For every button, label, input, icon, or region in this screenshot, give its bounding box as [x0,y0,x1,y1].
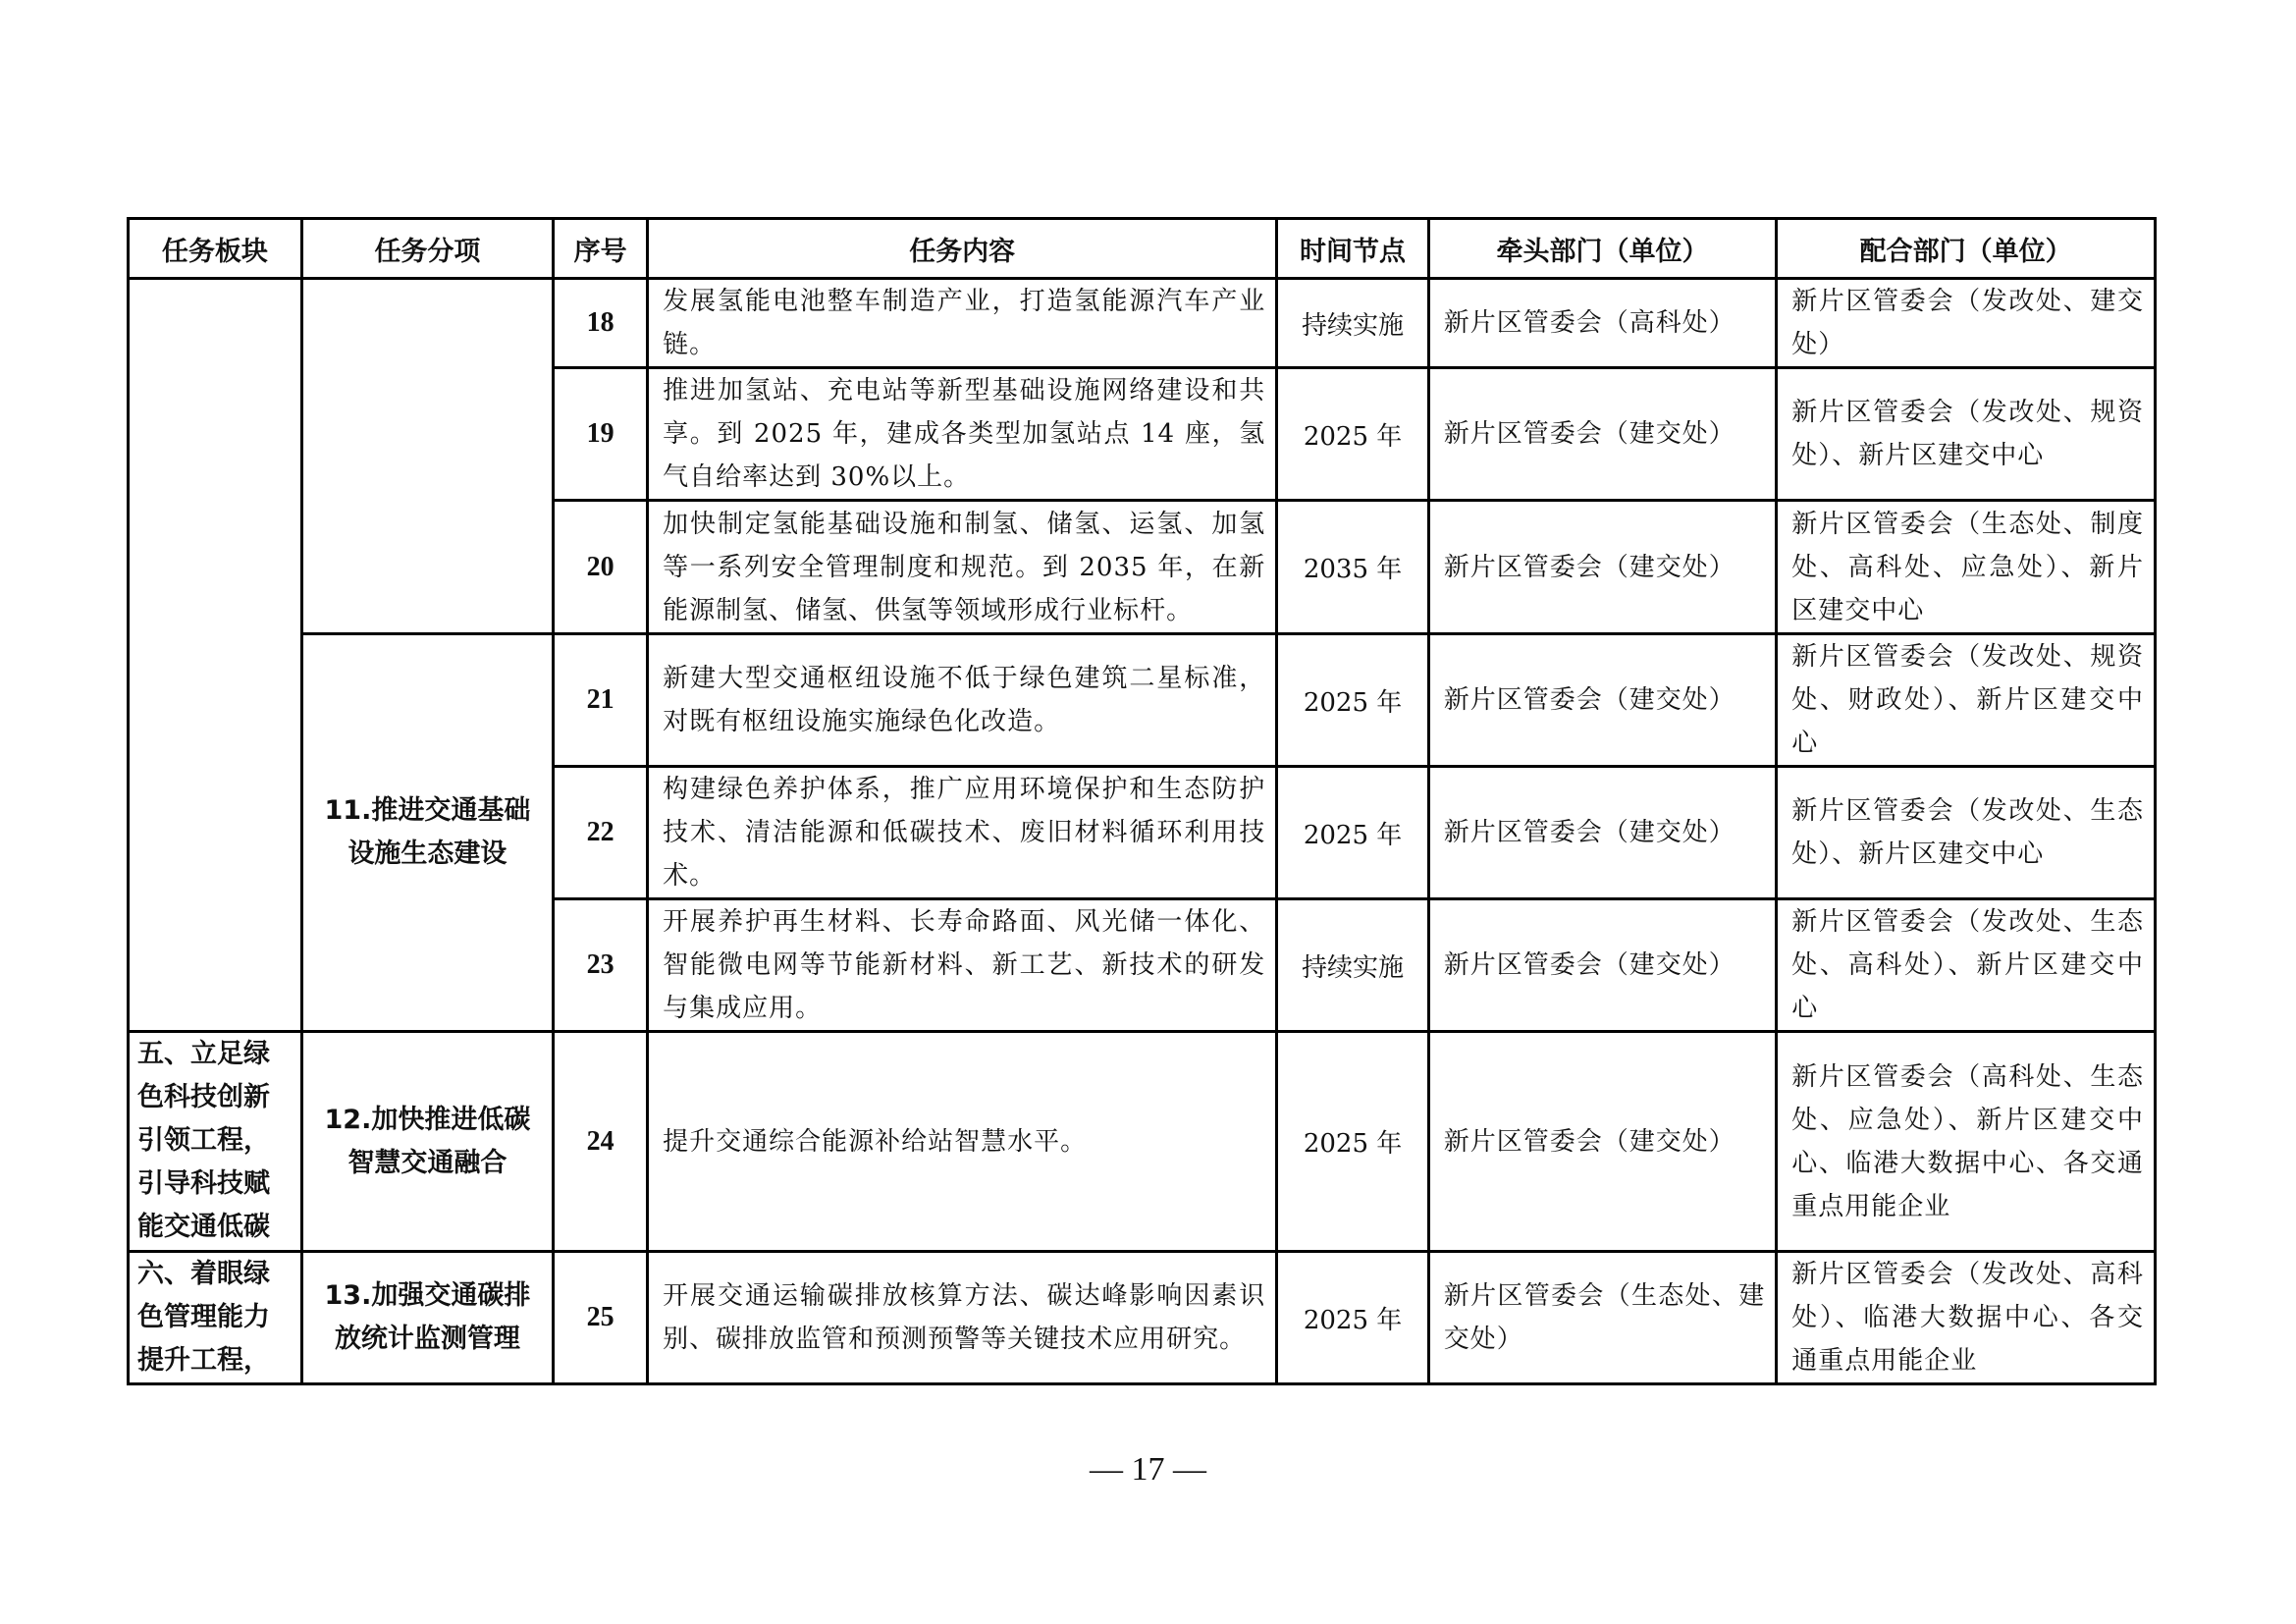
seq-cell: 24 [554,1032,648,1252]
lead-dept-cell: 新片区管委会（建交处） [1428,634,1776,767]
seq-cell: 21 [554,634,648,767]
table-row [129,279,2156,368]
time-node-cell: 2025 年 [1277,1252,1428,1384]
lead-dept-cell: 新片区管委会（建交处） [1428,767,1776,899]
seq-cell: 22 [554,767,648,899]
task-content-cell: 新建大型交通枢纽设施不低于绿色建筑二星标准，对既有枢纽设施实施绿色化改造。 [648,634,1277,767]
task-content-cell: 构建绿色养护体系，推广应用环境保护和生态防护技术、清洁能源和低碳技术、废旧材料循环利用技术。 [648,767,1277,899]
lead-dept-cell: 新片区管委会（生态处、建交处） [1428,1252,1776,1384]
coop-dept-cell: 新片区管委会（高科处、生态处、应急处）、新片区建交中心、临港大数据中心、各交通重点用能企业 [1777,1032,2156,1252]
time-node-cell: 2025 年 [1277,767,1428,899]
lead-dept-cell: 新片区管委会（建交处） [1428,501,1776,634]
task-item-cell: 11.推进交通基础设施生态建设 [301,634,553,1032]
table-header-row [129,219,2156,279]
task-board-cell: 五、立足绿色科技创新引领工程，引导科技赋能交通低碳 [129,1032,302,1252]
task-content-cell: 加快制定氢能基础设施和制氢、储氢、运氢、加氢等一系列安全管理制度和规范。到 2035 年，在新能源制氢、储氢、供氢等领域形成行业标杆。 [648,501,1277,634]
header-seq: 序号 [554,219,648,279]
seq-cell: 20 [554,501,648,634]
coop-dept-cell: 新片区管委会（发改处、生态处）、新片区建交中心 [1777,767,2156,899]
lead-dept-cell: 新片区管委会（建交处） [1428,368,1776,501]
time-node-cell: 2025 年 [1277,368,1428,501]
table-row [129,1252,2156,1384]
task-item-cell: 13.加强交通碳排放统计监测管理 [301,1252,553,1384]
time-node-cell: 持续实施 [1277,899,1428,1032]
lead-dept-cell: 新片区管委会（建交处） [1428,1032,1776,1252]
task-board-cell: 六、着眼绿色管理能力提升工程， [129,1252,302,1384]
time-node-cell: 持续实施 [1277,279,1428,368]
seq-cell: 23 [554,899,648,1032]
task-item-cell [301,279,553,634]
lead-dept-cell: 新片区管委会（高科处） [1428,279,1776,368]
lead-dept-cell: 新片区管委会（建交处） [1428,899,1776,1032]
page-number: — 17 — [1090,1451,1206,1488]
header-coop-dept: 配合部门（单位） [1777,219,2156,279]
header-lead-dept: 牵头部门（单位） [1428,219,1776,279]
header-task-content: 任务内容 [648,219,1277,279]
task-table [127,217,2157,1385]
coop-dept-cell: 新片区管委会（发改处、生态处、高科处）、新片区建交中心 [1777,899,2156,1032]
coop-dept-cell: 新片区管委会（生态处、制度处、高科处、应急处）、新片区建交中心 [1777,501,2156,634]
coop-dept-cell: 新片区管委会（发改处、规资处、财政处）、新片区建交中心 [1777,634,2156,767]
table-row [129,1032,2156,1252]
task-content-cell: 提升交通综合能源补给站智慧水平。 [648,1032,1277,1252]
time-node-cell: 2025 年 [1277,634,1428,767]
header-task-item: 任务分项 [301,219,553,279]
task-board-cell [129,279,302,1032]
task-content-cell: 开展养护再生材料、长寿命路面、风光储一体化、智能微电网等节能新材料、新工艺、新技术的研发与集成应用。 [648,899,1277,1032]
time-node-cell: 2035 年 [1277,501,1428,634]
seq-cell: 18 [554,279,648,368]
coop-dept-cell: 新片区管委会（发改处、建交处） [1777,279,2156,368]
task-content-cell: 发展氢能电池整车制造产业，打造氢能源汽车产业链。 [648,279,1277,368]
time-node-cell: 2025 年 [1277,1032,1428,1252]
header-task-board: 任务板块 [129,219,302,279]
seq-cell: 19 [554,368,648,501]
seq-cell: 25 [554,1252,648,1384]
task-content-cell: 推进加氢站、充电站等新型基础设施网络建设和共享。到 2025 年，建成各类型加氢站点 14 座，氢气自给率达到 30%以上。 [648,368,1277,501]
task-content-cell: 开展交通运输碳排放核算方法、碳达峰影响因素识别、碳排放监管和预测预警等关键技术应用研究。 [648,1252,1277,1384]
coop-dept-cell: 新片区管委会（发改处、高科处）、临港大数据中心、各交通重点用能企业 [1777,1252,2156,1384]
header-time-node: 时间节点 [1277,219,1428,279]
coop-dept-cell: 新片区管委会（发改处、规资处）、新片区建交中心 [1777,368,2156,501]
table-row [129,634,2156,767]
task-item-cell: 12.加快推进低碳智慧交通融合 [301,1032,553,1252]
